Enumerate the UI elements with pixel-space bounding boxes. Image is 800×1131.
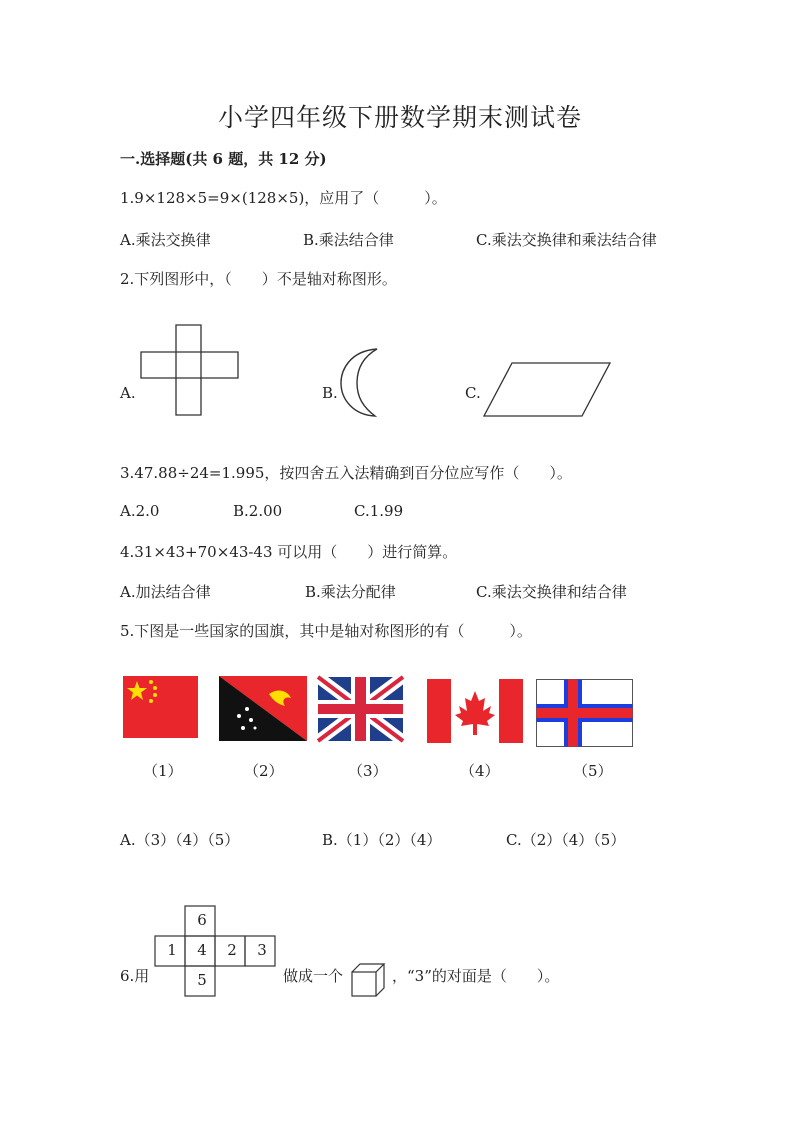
question-1-option-a[interactable]: A.乘法交换律	[120, 231, 211, 249]
crescent-moon-shape	[335, 345, 390, 420]
question-3-option-a[interactable]: A.2.0	[120, 502, 160, 520]
question-1-option-c[interactable]: C.乘法交换律和乘法结合律	[476, 231, 657, 249]
page-title: 小学四年级下册数学期末测试卷	[217, 103, 582, 132]
question-2-option-b[interactable]: B.	[322, 384, 338, 402]
question-4-option-b[interactable]: B.乘法分配律	[305, 583, 396, 601]
question-2-option-a[interactable]: A.	[120, 384, 136, 402]
question-4-option-c[interactable]: C.乘法交换律和结合律	[476, 583, 627, 601]
question-2-option-c[interactable]: C.	[465, 384, 481, 402]
flag-label-4: （4）	[460, 762, 500, 780]
parallelogram-shape	[480, 360, 615, 420]
net-face-5: 5	[197, 971, 207, 989]
flag-label-1: （1）	[143, 762, 183, 780]
flag-label-3: （3）	[348, 762, 388, 780]
cube-icon	[350, 962, 386, 998]
flag-canada	[427, 679, 523, 743]
question-3-option-b[interactable]: B.2.00	[233, 502, 283, 520]
question-1-option-b[interactable]: B.乘法结合律	[303, 231, 394, 249]
net-face-4: 4	[197, 941, 207, 959]
flag-faroe-islands	[536, 679, 633, 747]
question-6-middle: 做成一个	[283, 967, 344, 985]
question-6-suffix: ，“3”的对面是（ ）。	[392, 967, 560, 985]
question-4-option-a[interactable]: A.加法结合律	[120, 583, 211, 601]
question-2-stem: 2.下列图形中，（ ）不是轴对称图形。	[120, 270, 397, 288]
cross-shape-figure	[138, 322, 243, 418]
flag-label-5: （5）	[573, 762, 613, 780]
flag-united-kingdom	[318, 677, 403, 741]
question-1-stem: 1.9×128×5=9×(128×5)，应用了（ ）。	[120, 189, 447, 207]
flag-china	[123, 676, 198, 738]
flag-label-2: （2）	[244, 762, 284, 780]
question-6-prefix: 6.用	[120, 967, 150, 985]
question-3-option-c[interactable]: C.1.99	[354, 502, 404, 520]
question-3-stem: 3.47.88÷24=1.995，按四舍五入法精确到百分位应写作（ ）。	[120, 464, 572, 482]
question-5-option-c[interactable]: C.（2）（4）（5）	[506, 831, 626, 849]
net-face-1: 1	[167, 941, 177, 959]
question-5-stem: 5.下图是一些国家的国旗，其中是轴对称图形的有（ ）。	[120, 622, 532, 640]
net-face-3: 3	[257, 941, 267, 959]
section-heading: 一.选择题(共 6 题，共 12 分)	[120, 150, 327, 168]
question-5-option-a[interactable]: A.（3）（4）（5）	[120, 831, 240, 849]
net-face-2: 2	[227, 941, 237, 959]
net-face-6: 6	[197, 911, 207, 929]
question-5-option-b[interactable]: B.（1）（2）（4）	[322, 831, 442, 849]
flag-papua-new-guinea	[219, 676, 307, 741]
question-4-stem: 4.31×43+70×43-43 可以用（ ）进行简算。	[120, 543, 458, 561]
